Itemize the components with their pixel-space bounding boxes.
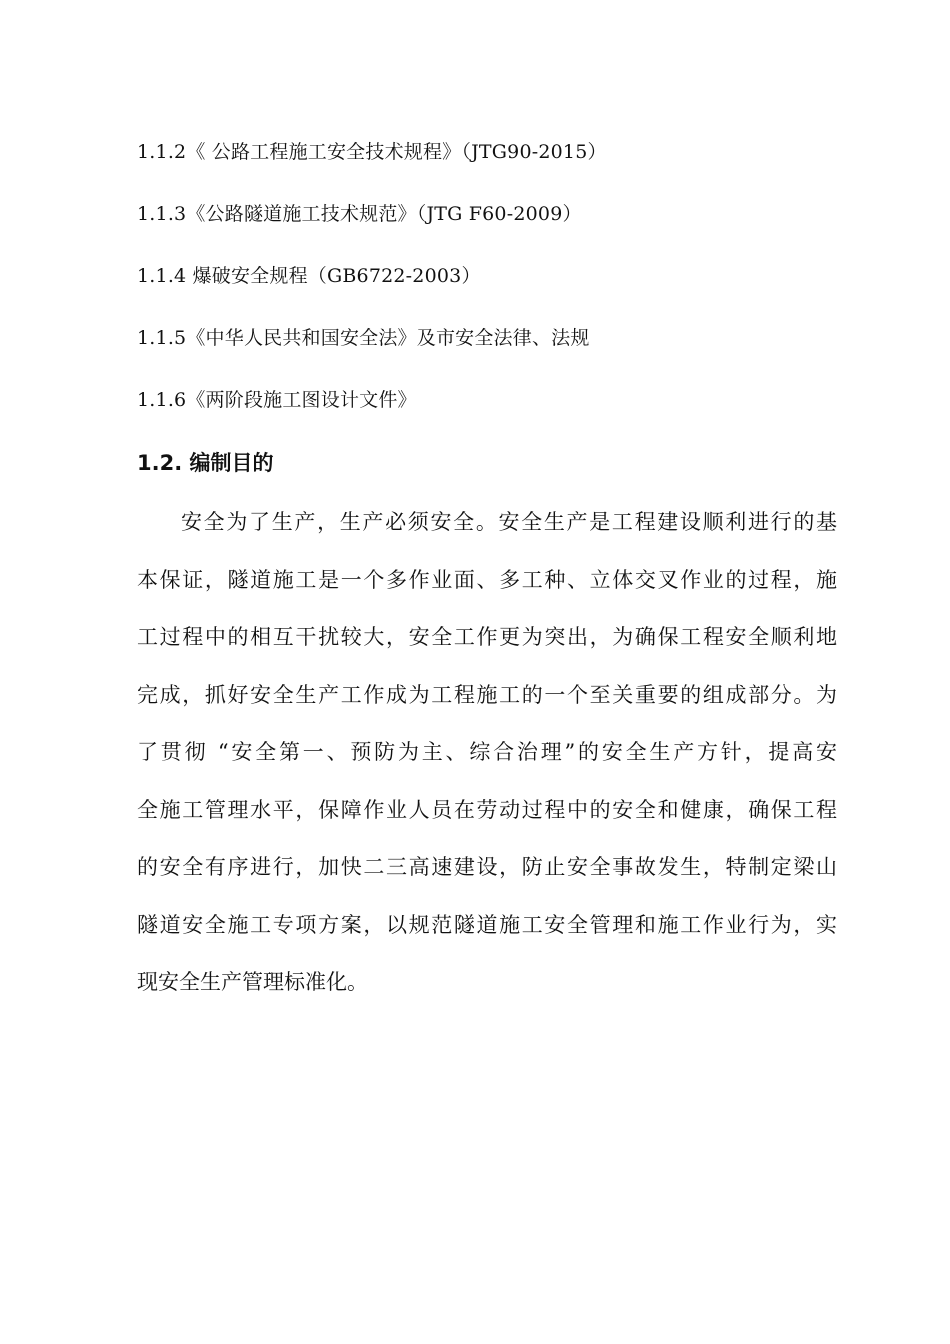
- paragraph-line: 全施工管理水平，保障作业人员在劳动过程中的安全和健康，确保工程: [137, 797, 837, 822]
- paragraph-line: 了贯彻 “安全第一、预防为主、综合治理”的安全生产方针，提高安: [137, 740, 837, 764]
- section-heading: 1.2. 编制目的: [137, 451, 274, 475]
- paragraph-line: 现安全生产管理标准化。: [137, 970, 368, 994]
- reference-item: 1.1.6《两阶段施工图设计文件》: [137, 389, 417, 411]
- paragraph-line: 本保证，隧道施工是一个多作业面、多工种、立体交叉作业的过程，施: [137, 567, 837, 592]
- reference-item: 1.1.4 爆破安全规程（GB6722-2003）: [137, 265, 481, 287]
- reference-list: [137, 136, 857, 446]
- paragraph-line: 隧道安全施工专项方案，以规范隧道施工安全管理和施工作业行为，实: [137, 912, 837, 937]
- reference-item: 1.1.3《公路隧道施工技术规范》（JTG F60-2009）: [137, 203, 582, 225]
- body-paragraph: [137, 494, 837, 1012]
- paragraph-line: 安全为了生产，生产必须安全。安全生产是工程建设顺利进行的基: [181, 510, 837, 534]
- reference-item: 1.1.2《 公路工程施工安全技术规程》（JTG90-2015）: [137, 141, 607, 163]
- paragraph-line: 的安全有序进行，加快二三高速建设，防止安全事故发生，特制定梁山: [137, 855, 837, 879]
- paragraph-line: 完成，抓好安全生产工作成为工程施工的一个至关重要的组成部分。为: [137, 682, 837, 707]
- paragraph-line: 工过程中的相互干扰较大，安全工作更为突出，为确保工程安全顺利地: [137, 625, 837, 649]
- reference-item: 1.1.5《中华人民共和国安全法》及市安全法律、法规: [137, 327, 590, 349]
